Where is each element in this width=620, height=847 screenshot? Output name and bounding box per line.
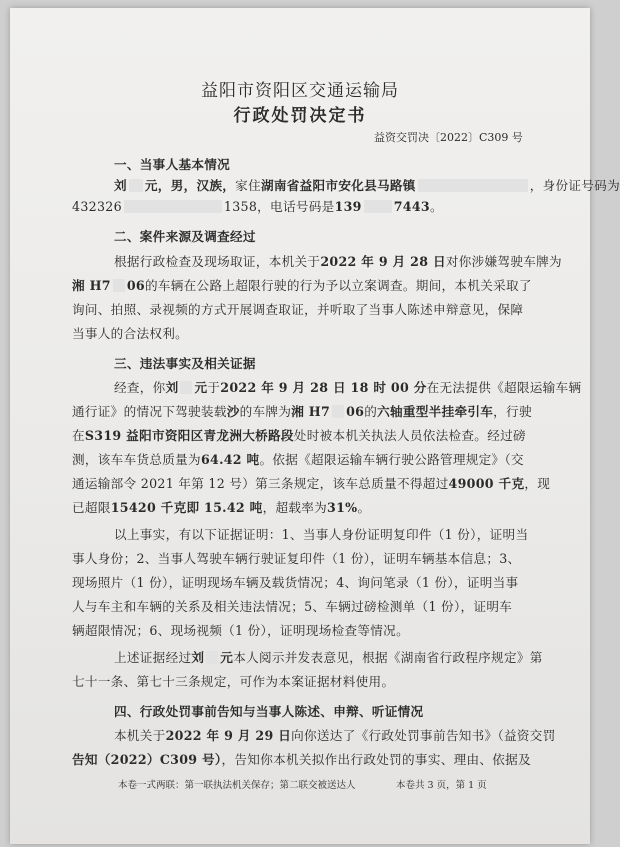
cargo: 沙 bbox=[226, 404, 240, 419]
vehicle-type: 六轴重型半挂牵引车 bbox=[377, 404, 494, 419]
section-3-heading: 三、违法事实及相关证据 bbox=[114, 356, 256, 371]
violation-location: S319 益阳市资阳区青龙洲大桥路段 bbox=[84, 428, 294, 443]
plate-part-2: 06 bbox=[126, 278, 145, 293]
text-segment: 。 bbox=[357, 500, 371, 515]
document-page bbox=[10, 8, 620, 844]
evidence-line-4: 人与车主和车辆的关系及相关违法情况；5、车辆过磅检测单（1 份），证明车 bbox=[72, 599, 513, 614]
facts-line-4 bbox=[72, 452, 524, 468]
text-segment: 对你涉嫌驾驶车牌为 bbox=[445, 254, 562, 269]
document-number: 益资交罚决〔2022〕C309 号 bbox=[374, 131, 523, 144]
text-segment: 在无法提供《超限运输车辆 bbox=[426, 380, 582, 395]
facts-line-3 bbox=[72, 428, 526, 444]
party-name-part-1: 刘 bbox=[165, 380, 179, 395]
text-segment: 在 bbox=[72, 428, 85, 443]
text-segment: 处时被本机关执法人员依法检查。经过磅 bbox=[293, 428, 526, 443]
notice-line-1 bbox=[114, 728, 556, 744]
phone-part-1: 139 bbox=[334, 199, 362, 214]
evidence-review-line-1 bbox=[114, 650, 543, 666]
redaction-mask bbox=[206, 651, 218, 664]
party-name-part-2: 元，男，汉族， bbox=[144, 178, 236, 193]
evidence-line-3: 现场照片（1 份），证明现场车辆及载货情况；4、询问笔录（1 份），证明当事 bbox=[72, 575, 519, 590]
footer-page-number: 本卷共 3 页，第 1 页 bbox=[396, 780, 487, 791]
notice-date: 2022 年 9 月 29 日 bbox=[165, 728, 292, 743]
party-info-line-1 bbox=[114, 178, 620, 194]
facts-line-6 bbox=[72, 500, 370, 516]
facts-line-5 bbox=[72, 476, 550, 492]
text-segment: 本机关于 bbox=[114, 728, 166, 743]
line-end: 。 bbox=[430, 199, 443, 214]
text-segment: ，超载率为 bbox=[262, 500, 328, 515]
overload-rate: 31% bbox=[327, 500, 358, 515]
party-info-line-2 bbox=[72, 199, 443, 215]
notice-number: 告知（2022）C309 号） bbox=[72, 752, 222, 767]
text-segment: 已超限 bbox=[72, 500, 111, 515]
text-segment: ，行驶 bbox=[493, 404, 532, 419]
footer-copies-note: 本卷一式两联：第一联执法机关保存；第二联交被送达人 bbox=[118, 780, 356, 791]
redaction-mask bbox=[332, 405, 344, 418]
text-segment: 测，该车车货总质量为 bbox=[72, 452, 201, 467]
violation-time: 2022 年 9 月 28 日 18 时 00 分 bbox=[220, 380, 427, 395]
agency-title: 益阳市资阳区交通运输局 bbox=[201, 81, 399, 101]
mass-limit: 49000 千克 bbox=[448, 476, 525, 491]
notice-line-2 bbox=[72, 752, 531, 768]
evidence-line-2: 事人身份；2、当事人驾驶车辆行驶证复印件（1 份），证明车辆基本信息；3、 bbox=[72, 551, 521, 566]
case-source-line-2 bbox=[72, 278, 532, 294]
total-mass: 64.42 吨 bbox=[200, 452, 260, 467]
section-4-heading: 四、行政处罚事前告知与当事人陈述、申辩、听证情况 bbox=[114, 704, 424, 719]
address-label: 家住 bbox=[235, 178, 261, 193]
text-segment: 通运输部令 2021 年第 12 号）第三条规定，该车总质量不得超过 bbox=[72, 476, 449, 491]
redaction-mask bbox=[124, 200, 222, 213]
party-name-part-2: 元 bbox=[220, 650, 234, 665]
redaction-mask bbox=[113, 279, 125, 292]
section-2-heading: 二、案件来源及调查经过 bbox=[114, 229, 256, 244]
redaction-mask bbox=[418, 179, 528, 192]
phone-part-2: 7443 bbox=[393, 199, 430, 214]
text-segment: 的车牌为 bbox=[239, 404, 292, 419]
text-segment: 根据行政检查及现场取证，本机关于 bbox=[114, 254, 321, 269]
party-name-part-1: 刘 bbox=[191, 650, 205, 665]
evidence-line-5: 辆超限情况；6、现场视频（1 份），证明现场检查等情况。 bbox=[72, 623, 409, 638]
text-segment: 本人阅示并发表意见，根据《湖南省行政程序规定》第 bbox=[233, 650, 543, 665]
text-segment: 的 bbox=[364, 404, 378, 419]
case-date: 2022 年 9 月 28 日 bbox=[320, 254, 446, 269]
party-name-part-2: 元 bbox=[194, 380, 208, 395]
plate-part-1: 湘 H7 bbox=[291, 404, 331, 419]
phone-label: ，电话号码是 bbox=[257, 199, 335, 214]
case-source-line-1 bbox=[114, 254, 562, 270]
facts-line-1 bbox=[114, 380, 581, 396]
evidence-line-1: 以上事实，有以下证据证明：1、当事人身份证明复印件（1 份），证明当 bbox=[114, 527, 529, 542]
facts-line-2 bbox=[72, 404, 532, 420]
section-1-heading: 一、当事人基本情况 bbox=[114, 157, 231, 172]
redaction-mask bbox=[180, 381, 192, 394]
text-segment: ，告知你本机关拟作出行政处罚的事实、理由、依据及 bbox=[221, 752, 531, 767]
party-address: 湖南省益阳市安化县马路镇 bbox=[260, 178, 416, 193]
document-title: 行政处罚决定书 bbox=[233, 106, 367, 126]
overload-amount: 15420 千克即 15.42 吨 bbox=[110, 500, 263, 515]
text-segment: ，现 bbox=[524, 476, 551, 491]
case-source-line-4: 当事人的合法权利。 bbox=[72, 326, 189, 341]
text-segment: 向你送达了《行政处罚事前告知书》（益资交罚 bbox=[291, 728, 556, 743]
text-segment: 经查，你 bbox=[114, 380, 166, 395]
redaction-mask bbox=[364, 200, 392, 213]
plate-part-1: 湘 H7 bbox=[72, 278, 111, 293]
text-segment: 的车辆在公路上超限行驶的行为予以立案调查。期间，本机关采取了 bbox=[144, 278, 532, 293]
evidence-review-line-2: 七十一条、第七十三条规定，可作为本案证据材料使用。 bbox=[72, 674, 395, 689]
id-number-part-1: 432326 bbox=[72, 199, 122, 214]
text-segment: 上述证据经过 bbox=[114, 650, 192, 665]
party-name-part-1: 刘 bbox=[114, 178, 127, 193]
plate-part-2: 06 bbox=[346, 404, 365, 419]
id-number-part-2: 1358 bbox=[223, 199, 258, 214]
text-segment: 通行证》的情况下驾驶装载 bbox=[72, 404, 227, 419]
id-label: ，身份证号码为 bbox=[529, 178, 620, 193]
text-segment: 。依据《超限运输车辆行驶公路管理规定》（交 bbox=[259, 452, 524, 467]
text-segment: 于 bbox=[207, 380, 221, 395]
case-source-line-3: 询问、拍照、录视频的方式开展调查取证，并听取了当事人陈述申辩意见，保障 bbox=[72, 302, 524, 317]
redaction-mask bbox=[129, 179, 143, 192]
